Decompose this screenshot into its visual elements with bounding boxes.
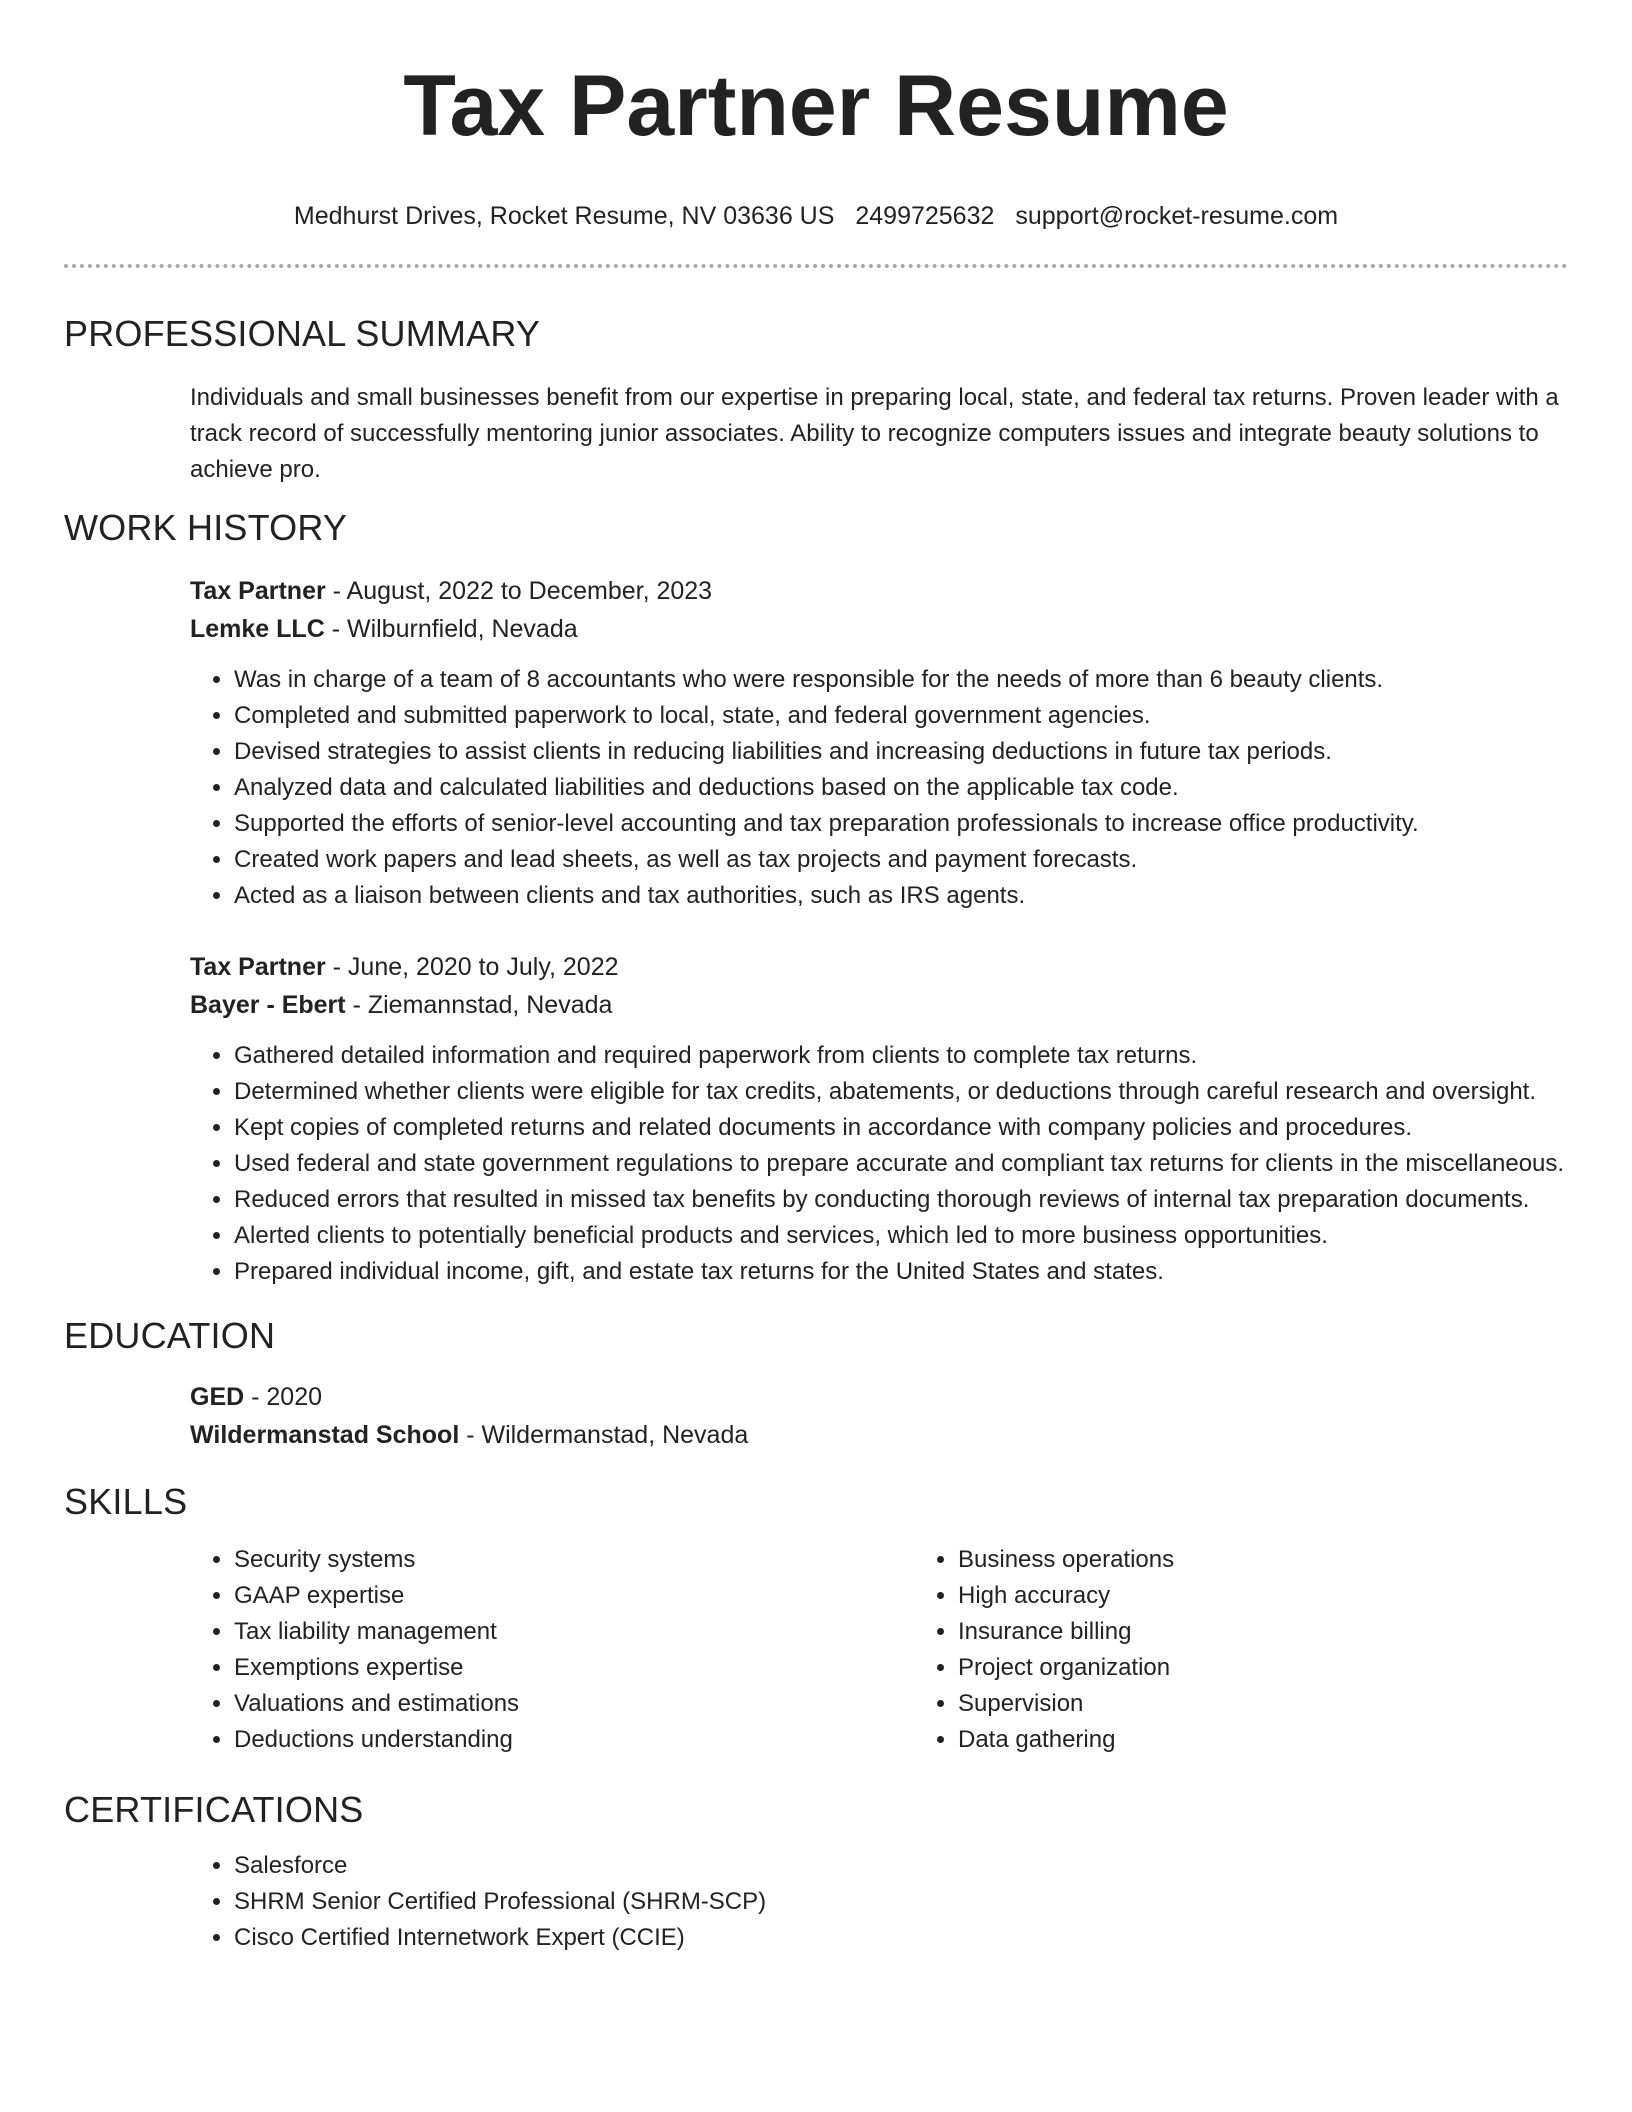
job-entry [190, 572, 1568, 914]
job-dates: - August, 2022 to December, 2023 [325, 577, 713, 605]
job-role: Tax Partner [190, 953, 326, 981]
summary-heading: PROFESSIONAL SUMMARY [64, 313, 541, 354]
job-location: - Wilburnfield, Nevada [324, 615, 578, 643]
education-year: - 2020 [244, 1383, 323, 1411]
list-item: • Devised strategies to assist clients in reducing liabilities and increasing deductions in future tax periods. [234, 734, 1568, 770]
list-item: • Alerted clients to potentially beneficial products and services, which led to more business opportunities. [234, 1218, 1568, 1254]
contact-phone: 2499725632 [855, 202, 995, 230]
skill-item: • GAAP expertise [234, 1578, 914, 1614]
skills-list-left [190, 1542, 914, 1758]
certifications-list [190, 1848, 1568, 1956]
list-item: • Prepared individual income, gift, and estate tax returns for the United States and states. [234, 1254, 1568, 1290]
list-item: • Created work papers and lead sheets, as well as tax projects and payment forecasts. [234, 842, 1568, 878]
contact-address: Medhurst Drives, Rocket Resume, NV 03636 US [293, 202, 835, 230]
list-item: • Analyzed data and calculated liabilities and deductions based on the applicable tax code. [234, 770, 1568, 806]
job-location: - Ziemannstad, Nevada [345, 991, 613, 1019]
education-school-line [190, 1416, 1568, 1454]
list-item: • Completed and submitted paperwork to local, state, and federal government agencies. [234, 698, 1568, 734]
education-location: - Wildermanstad, Nevada [459, 1421, 749, 1449]
list-item: • Used federal and state government regulations to prepare accurate and compliant tax returns for clients in the miscellaneous. [234, 1146, 1568, 1182]
certification-item: • Cisco Certified Internetwork Expert (CCIE) [234, 1920, 1568, 1956]
skill-item: • Business operations [958, 1542, 1568, 1578]
job-company: Lemke LLC [190, 615, 325, 643]
list-item: • Reduced errors that resulted in missed tax benefits by conducting thorough reviews of internal tax preparation documents. [234, 1182, 1568, 1218]
skills-grid [190, 1542, 1568, 1758]
skill-item: • Data gathering [958, 1722, 1568, 1758]
job-company: Bayer - Ebert [190, 991, 346, 1019]
list-item: • Supported the efforts of senior-level accounting and tax preparation professionals to increase office productivity. [234, 806, 1568, 842]
skill-item: • High accuracy [958, 1578, 1568, 1614]
skill-item: • Security systems [234, 1542, 914, 1578]
resume-title: Tax Partner Resume [403, 58, 1229, 154]
contact-email: support@rocket-resume.com [1015, 202, 1339, 230]
work-history-heading: WORK HISTORY [64, 507, 348, 548]
certification-item: • Salesforce [234, 1848, 1568, 1884]
job-title-line [190, 572, 1568, 610]
skills-list-right [914, 1542, 1568, 1758]
education-degree: GED [190, 1383, 245, 1411]
education-entry [190, 1378, 1568, 1454]
job-bullets [190, 662, 1568, 914]
skills-heading: SKILLS [64, 1481, 188, 1522]
job-role: Tax Partner [190, 577, 326, 605]
job-bullets [190, 1038, 1568, 1290]
skill-item: • Exemptions expertise [234, 1650, 914, 1686]
certification-item: • SHRM Senior Certified Professional (SHRM-SCP) [234, 1884, 1568, 1920]
education-heading: EDUCATION [64, 1315, 276, 1356]
list-item: • Was in charge of a team of 8 accountants who were responsible for the needs of more than 6 beauty clients. [234, 662, 1568, 698]
skill-item: • Project organization [958, 1650, 1568, 1686]
job-entry [190, 948, 1568, 1290]
skill-item: • Supervision [958, 1686, 1568, 1722]
summary-text: Individuals and small businesses benefit from our expertise in preparing local, state, and federal tax returns. Proven leader with a track record of successfully mentoring junior associates. Ability to recognize computers issues and integrate beauty solutions to achieve pro. [190, 384, 1559, 483]
certifications-heading: CERTIFICATIONS [64, 1789, 364, 1830]
education-degree-line [190, 1378, 1568, 1416]
job-title-line [190, 948, 1568, 986]
list-item: • Acted as a liaison between clients and tax authorities, such as IRS agents. [234, 878, 1568, 914]
list-item: • Determined whether clients were eligible for tax credits, abatements, or deductions through careful research and oversight. [234, 1074, 1568, 1110]
skill-item: • Valuations and estimations [234, 1686, 914, 1722]
job-company-line [190, 610, 1568, 648]
list-item: • Gathered detailed information and required paperwork from clients to complete tax returns. [234, 1038, 1568, 1074]
contact-line [64, 200, 1568, 232]
list-item: • Kept copies of completed returns and related documents in accordance with company policies and procedures. [234, 1110, 1568, 1146]
certifications-block [190, 1848, 1568, 1956]
skill-item: • Tax liability management [234, 1614, 914, 1650]
job-company-line [190, 986, 1568, 1024]
skill-item: • Insurance billing [958, 1614, 1568, 1650]
header-divider [64, 264, 1568, 268]
job-dates: - June, 2020 to July, 2022 [325, 953, 619, 981]
skill-item: • Deductions understanding [234, 1722, 914, 1758]
education-school: Wildermanstad School [190, 1421, 460, 1449]
